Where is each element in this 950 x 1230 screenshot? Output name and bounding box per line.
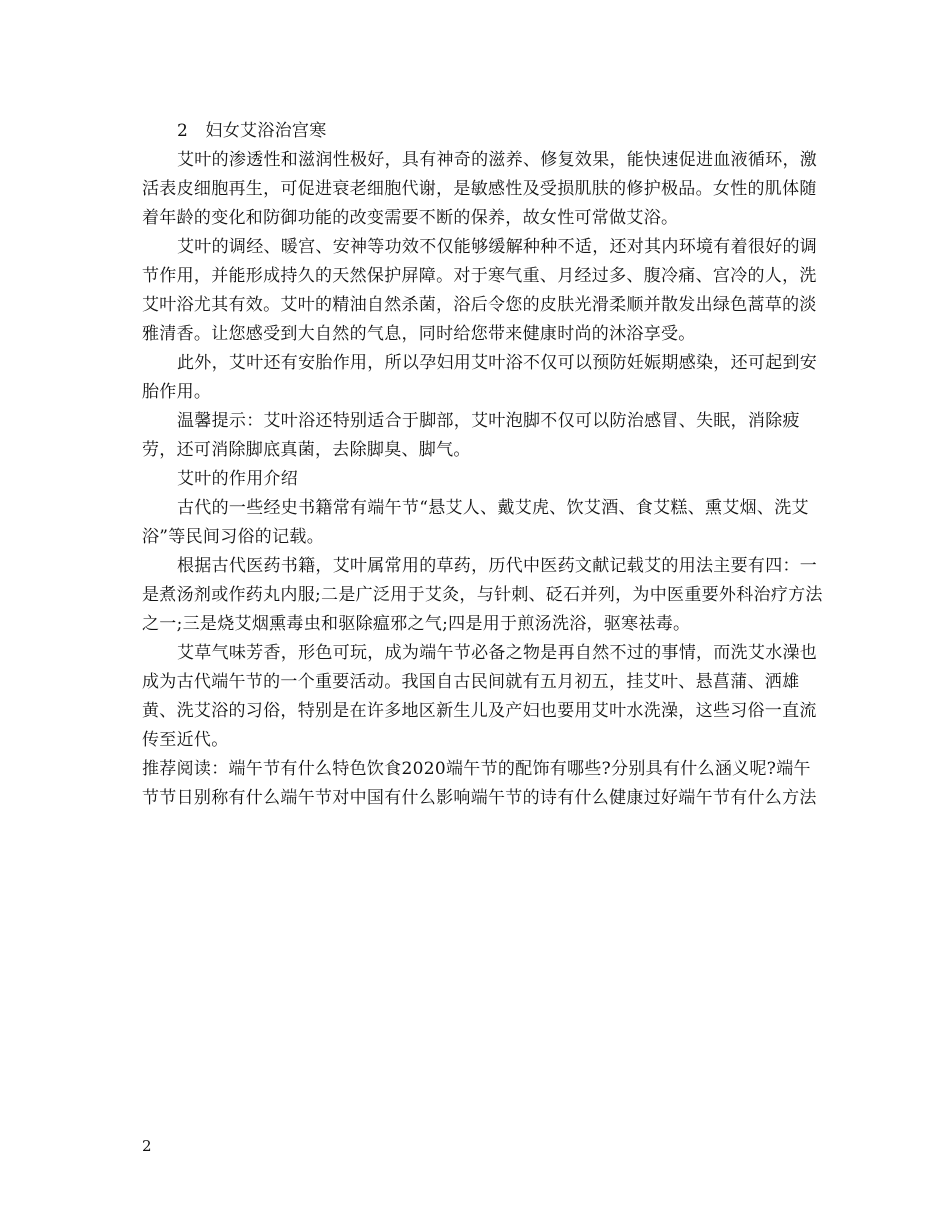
tip-paragraph: 温馨提示：艾叶浴还特别适合于脚部，艾叶泡脚不仅可以防治感冒、失眠，消除疲劳，还可消除脚底真菌，去除脚臭、脚气。 — [142, 411, 800, 460]
intro-heading: 艾叶的作用介绍 — [177, 469, 299, 489]
recommended-reading: 推荐阅读：端午节有什么特色饮食2020端午节的配饰有哪些?分别具有什么涵义呢?端午节节日别称有什么端午节对中国有什么影响端午节的诗有什么健康过好端午节有什么方法 — [142, 759, 817, 808]
document-body — [142, 117, 824, 813]
section-heading: 2 妇女艾浴治宫寒 — [177, 121, 327, 141]
page-number: 2 — [142, 1137, 152, 1155]
paragraph: 古代的一些经史书籍常有端午节“悬艾人、戴艾虎、饮艾酒、食艾糕、熏艾烟、洗艾浴”等民间习俗的记载。 — [142, 498, 809, 547]
paragraph: 根据古代医药书籍，艾叶属常用的草药，历代中医药文献记载艾的用法主要有四：一是煮汤剂或作药丸内服;二是广泛用于艾灸，与针刺、砭石并列，为中医重要外科治疗方法之一;三是烧艾烟熏毒虫和驱除瘟邪之气;四是用于煎汤洗浴，驱寒祛毒。 — [142, 556, 823, 634]
paragraph: 艾叶的渗透性和滋润性极好，具有神奇的滋养、修复效果，能快速促进血液循环，激活表皮细胞再生，可促进衰老细胞代谢，是敏感性及受损肌肤的修护极品。女性的肌体随着年龄的变化和防御功能的改变需要不断的保养，故女性可常做艾浴。 — [142, 150, 818, 228]
paragraph: 艾草气味芳香，形色可玩，成为端午节必备之物是再自然不过的事情，而洗艾水澡也成为古代端午节的一个重要活动。我国自古民间就有五月初五，挂艾叶、悬菖蒲、洒雄黄、洗艾浴的习俗，特别是在许多地区新生儿及产妇也要用艾叶水洗澡，这些习俗一直流传至近代。 — [142, 643, 818, 750]
paragraph: 此外，艾叶还有安胎作用，所以孕妇用艾叶浴不仅可以预防妊娠期感染，还可起到安胎作用。 — [142, 353, 818, 402]
paragraph: 艾叶的调经、暖宫、安神等功效不仅能够缓解种种不适，还对其内环境有着很好的调节作用，并能形成持久的天然保护屏障。对于寒气重、月经过多、腹冷痛、宫冷的人，洗艾叶浴尤其有效。艾叶的精油自然杀菌，浴后令您的皮肤光滑柔顺并散发出绿色蒿草的淡雅清香。让您感受到大自然的气息，同时给您带来健康时尚的沐浴享受。 — [142, 237, 818, 344]
